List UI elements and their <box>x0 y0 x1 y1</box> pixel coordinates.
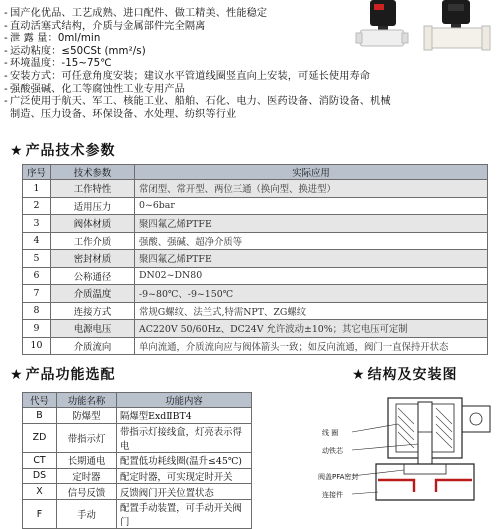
header-desc: 功能内容 <box>117 393 252 408</box>
table-row: F 手动 配置手动装置，可手动开关阀门 <box>23 500 252 529</box>
table-row: 4 工作介质 强酸、强碱、超净介质等 <box>23 232 488 250</box>
valve-cross-section <box>318 384 500 500</box>
header-name: 功能名称 <box>57 393 117 408</box>
feature-item: - 直动活塞式结构，介质与金属部件完全隔离 <box>4 20 206 32</box>
feature-item: 制造、压力设备、环保设备、水处理、纺织等行业 <box>10 108 237 120</box>
feature-item: - 广泛使用于航天、军工、核能工业、船舶、石化、电力、医药设备、消防设备、机械 <box>4 96 391 108</box>
spec-table <box>22 164 488 355</box>
func-section-title: ★ 产品功能选配 <box>10 367 116 383</box>
valve-photo-2 <box>424 0 490 50</box>
feature-item: - 安装方式：可任意角度安装；建议水平管道线圈竖直向上安装，可延长使用寿命 <box>4 70 371 82</box>
table-row: 10 介质流向 单向流通，介质流向应与阀体箭头一致；如反向流通，阀门一直保持开状态 <box>23 337 488 355</box>
table-row: X 信号反馈 反馈阀门开关位置状态 <box>23 484 252 500</box>
label-body: 连接件 <box>322 491 343 499</box>
table-row: ZD 带指示灯 带指示灯接线盒，灯亮表示得电 <box>23 423 252 452</box>
header-value: 实际应用 <box>135 165 488 180</box>
header-param: 技术参数 <box>51 165 135 180</box>
table-row: 6 公称通径 DN02~DN80 <box>23 267 488 285</box>
feature-item: - 国产化优品、工艺成熟、进口配件、做工精美、性能稳定 <box>4 8 268 19</box>
label-core: 动铁芯 <box>322 447 343 455</box>
feature-item: - 运动粘度：≤50CSt (mm²/s) <box>4 45 146 57</box>
function-table-header <box>23 393 252 408</box>
table-row: 9 电源电压 AC220V 50/60Hz、DC24V 允许波动±10%；其它电压可定制 <box>23 320 488 338</box>
label-seal: 阀盖PFA密封 <box>318 473 359 481</box>
table-row: B 防爆型 隔爆型ExdⅡBT4 <box>23 408 252 424</box>
valve-photo-1 <box>356 0 408 46</box>
table-row: 7 介质温度 -9~80℃、-9~150℃ <box>23 285 488 303</box>
header-no: 序号 <box>23 165 51 180</box>
product-photos <box>356 0 500 56</box>
spec-table-header <box>23 165 488 180</box>
install-section-title: ★ 结构及安装图 <box>352 367 458 383</box>
structure-diagram <box>318 384 500 500</box>
table-row: 1 工作特性 常闭型、常开型、两位三通（换向型、换进型） <box>23 180 488 198</box>
feature-item: - 泄 露 量：0ml/min <box>4 33 101 45</box>
table-row: 2 适用压力 0~6bar <box>23 197 488 215</box>
table-row: CT 长期通电 配置低功耗线圈(温升≤45℃) <box>23 452 252 468</box>
table-row: DS 定时器 配定时器，可实现定时开关 <box>23 468 252 484</box>
function-table <box>22 392 252 529</box>
table-row: 5 密封材质 聚四氟乙烯PTFE <box>23 250 488 268</box>
table-row: 8 连接方式 常规G螺纹、法兰式,特需NPT、ZG螺纹 <box>23 302 488 320</box>
feature-item: - 环境温度：-15~75℃ <box>4 58 112 70</box>
spec-section-title: ★ 产品技术参数 <box>10 143 116 159</box>
table-row: 3 阀体材质 聚四氟乙烯PTFE <box>23 215 488 233</box>
feature-item: - 强酸强碱、化工等腐蚀性工业专用产品 <box>4 83 185 95</box>
header-code: 代号 <box>23 393 57 408</box>
label-coil: 线 圈 <box>322 429 339 437</box>
